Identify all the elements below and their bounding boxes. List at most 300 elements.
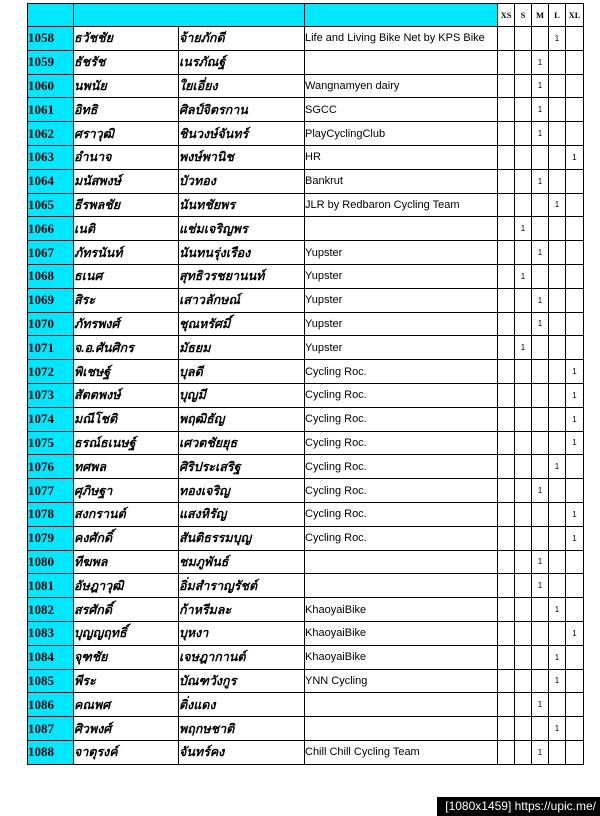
rider-number: 1084 — [28, 645, 74, 669]
table-row — [28, 550, 584, 574]
rider-first-name: สงกรานต์ — [74, 502, 179, 526]
header-blank-last — [179, 4, 305, 27]
size-count-l — [549, 621, 566, 645]
size-count-xs — [498, 645, 515, 669]
size-count-l: 1 — [549, 717, 566, 741]
rider-number: 1081 — [28, 574, 74, 598]
rider-last-name: ชินวงษ์จันทร์ — [179, 122, 305, 146]
size-count-xl — [566, 336, 584, 360]
rider-number: 1071 — [28, 336, 74, 360]
rider-team — [305, 693, 498, 717]
rider-number: 1070 — [28, 312, 74, 336]
size-count-l — [549, 407, 566, 431]
rider-team — [305, 550, 498, 574]
rider-number: 1078 — [28, 502, 74, 526]
rider-team: Yupster — [305, 336, 498, 360]
size-count-xs — [498, 169, 515, 193]
table-row — [28, 455, 584, 479]
rider-last-name: ทองเจริญ — [179, 479, 305, 503]
rider-team: Chill Chill Cycling Team — [305, 740, 498, 764]
table-row — [28, 241, 584, 265]
size-count-xl — [566, 122, 584, 146]
size-count-xs — [498, 50, 515, 74]
rider-team: KhaoyaiBike — [305, 645, 498, 669]
rider-number: 1077 — [28, 479, 74, 503]
size-count-l — [549, 740, 566, 764]
table-row — [28, 122, 584, 146]
size-count-m: 1 — [532, 169, 549, 193]
rider-team: Bankrut — [305, 169, 498, 193]
size-count-l — [549, 693, 566, 717]
rider-team: Cycling Roc. — [305, 383, 498, 407]
size-count-l — [549, 241, 566, 265]
size-count-m: 1 — [532, 241, 549, 265]
size-count-xl — [566, 217, 584, 241]
size-count-xl — [566, 455, 584, 479]
table-row — [28, 621, 584, 645]
size-count-xs — [498, 383, 515, 407]
header-size-xs: XS — [498, 4, 515, 27]
table-row — [28, 574, 584, 598]
size-count-s — [515, 193, 532, 217]
size-count-xl — [566, 669, 584, 693]
size-count-xs — [498, 740, 515, 764]
size-count-xl: 1 — [566, 526, 584, 550]
rider-team: Yupster — [305, 241, 498, 265]
rider-number: 1058 — [28, 27, 74, 51]
rider-last-name: บัณฑวังกูร — [179, 669, 305, 693]
size-count-xs — [498, 669, 515, 693]
size-count-l: 1 — [549, 669, 566, 693]
header-size-xl: XL — [566, 4, 584, 27]
size-count-xl — [566, 288, 584, 312]
rider-last-name: เจษฎากานต์ — [179, 645, 305, 669]
size-count-m: 1 — [532, 574, 549, 598]
rider-last-name: เศวตชัยยุธ — [179, 431, 305, 455]
rider-last-name: แสงหิรัญ — [179, 502, 305, 526]
rider-first-name: ทศพล — [74, 455, 179, 479]
size-count-xs — [498, 574, 515, 598]
size-count-xs — [498, 264, 515, 288]
size-count-l — [549, 98, 566, 122]
size-count-xs — [498, 122, 515, 146]
rider-team: Cycling Roc. — [305, 526, 498, 550]
table-row — [28, 717, 584, 741]
rider-team: SGCC — [305, 98, 498, 122]
rider-number: 1088 — [28, 740, 74, 764]
table-row — [28, 669, 584, 693]
size-count-m — [532, 645, 549, 669]
rider-last-name: พฤฒิธัญ — [179, 407, 305, 431]
size-count-xs — [498, 502, 515, 526]
size-count-xl — [566, 740, 584, 764]
size-count-xl — [566, 74, 584, 98]
size-count-xs — [498, 145, 515, 169]
rider-first-name: ธเนศ — [74, 264, 179, 288]
size-count-s: 1 — [515, 217, 532, 241]
size-count-l: 1 — [549, 27, 566, 51]
rider-last-name: ศิลป์จิตรกาน — [179, 98, 305, 122]
size-count-xl — [566, 264, 584, 288]
size-count-xl — [566, 574, 584, 598]
rider-first-name: ธัชรัช — [74, 50, 179, 74]
rider-number: 1067 — [28, 241, 74, 265]
size-count-l — [549, 312, 566, 336]
size-count-xl: 1 — [566, 145, 584, 169]
rider-team: JLR by Redbaron Cycling Team — [305, 193, 498, 217]
size-count-m — [532, 264, 549, 288]
rider-first-name: ทีฆพล — [74, 550, 179, 574]
table-row — [28, 74, 584, 98]
table-row — [28, 431, 584, 455]
rider-last-name: ก้าหรีมละ — [179, 598, 305, 622]
size-count-s — [515, 50, 532, 74]
rider-last-name: พงษ์พานิช — [179, 145, 305, 169]
size-count-l — [549, 288, 566, 312]
size-count-m: 1 — [532, 550, 549, 574]
rider-number: 1064 — [28, 169, 74, 193]
table-row — [28, 50, 584, 74]
rider-team: Wangnamyen dairy — [305, 74, 498, 98]
size-count-xl — [566, 98, 584, 122]
size-count-xs — [498, 598, 515, 622]
size-count-s: 1 — [515, 336, 532, 360]
size-count-xs — [498, 693, 515, 717]
size-count-xl — [566, 241, 584, 265]
size-count-m — [532, 336, 549, 360]
table-row — [28, 526, 584, 550]
size-count-l — [549, 526, 566, 550]
rider-first-name: อิทธิ — [74, 98, 179, 122]
size-count-l — [549, 574, 566, 598]
table-row — [28, 98, 584, 122]
rider-last-name: สุทธิวรชยานนท์ — [179, 264, 305, 288]
rider-number: 1069 — [28, 288, 74, 312]
size-count-s — [515, 455, 532, 479]
size-count-xl — [566, 50, 584, 74]
header-size-s: S — [515, 4, 532, 27]
size-count-xs — [498, 360, 515, 384]
size-count-s — [515, 360, 532, 384]
size-count-l — [549, 479, 566, 503]
size-count-s — [515, 98, 532, 122]
rider-last-name: มัธยม — [179, 336, 305, 360]
rider-number: 1063 — [28, 145, 74, 169]
size-count-s — [515, 383, 532, 407]
rider-team: HR — [305, 145, 498, 169]
table-row — [28, 502, 584, 526]
size-count-s — [515, 169, 532, 193]
size-count-s — [515, 598, 532, 622]
table-row — [28, 693, 584, 717]
size-count-xs — [498, 455, 515, 479]
size-count-xs — [498, 336, 515, 360]
table-row — [28, 264, 584, 288]
table-row — [28, 479, 584, 503]
size-count-xs — [498, 717, 515, 741]
rider-last-name: บุญมี — [179, 383, 305, 407]
size-count-l — [549, 550, 566, 574]
rider-number: 1065 — [28, 193, 74, 217]
size-count-l — [549, 502, 566, 526]
rider-team — [305, 50, 498, 74]
table-row — [28, 407, 584, 431]
rider-number: 1082 — [28, 598, 74, 622]
rider-first-name: นพนัย — [74, 74, 179, 98]
size-count-xs — [498, 312, 515, 336]
size-count-s — [515, 645, 532, 669]
size-count-s — [515, 621, 532, 645]
table-row — [28, 145, 584, 169]
image-host-watermark: [1080x1459] https://upic.me/ — [437, 797, 600, 816]
size-count-s — [515, 288, 532, 312]
rider-last-name: บุลดี — [179, 360, 305, 384]
size-count-m — [532, 217, 549, 241]
rider-team: Life and Living Bike Net by KPS Bike — [305, 27, 498, 51]
size-count-s: 1 — [515, 264, 532, 288]
table-row — [28, 217, 584, 241]
size-count-xl — [566, 693, 584, 717]
rider-last-name: ชุณหรัศมิ์ — [179, 312, 305, 336]
rider-number: 1076 — [28, 455, 74, 479]
table-row — [28, 288, 584, 312]
size-count-s — [515, 145, 532, 169]
size-count-m — [532, 145, 549, 169]
rider-last-name: บัวทอง — [179, 169, 305, 193]
header-size-l: L — [549, 4, 566, 27]
rider-first-name: คณพศ — [74, 693, 179, 717]
rider-first-name: ธวัชชัย — [74, 27, 179, 51]
size-count-xs — [498, 550, 515, 574]
rider-first-name: สัตตพงษ์ — [74, 383, 179, 407]
size-count-s — [515, 574, 532, 598]
rider-first-name: พีระ — [74, 669, 179, 693]
size-count-s — [515, 479, 532, 503]
size-count-m: 1 — [532, 122, 549, 146]
rider-team — [305, 217, 498, 241]
rider-last-name: บุหงา — [179, 621, 305, 645]
size-count-s — [515, 502, 532, 526]
rider-last-name: ติ่งแดง — [179, 693, 305, 717]
size-count-m: 1 — [532, 740, 549, 764]
rider-first-name: มนัสพงษ์ — [74, 169, 179, 193]
rider-first-name: อัษฎาวุฒิ — [74, 574, 179, 598]
rider-team: KhaoyaiBike — [305, 621, 498, 645]
table-row — [28, 740, 584, 764]
size-count-l — [549, 383, 566, 407]
size-count-xl: 1 — [566, 621, 584, 645]
table-header-row — [28, 4, 584, 27]
size-count-l: 1 — [549, 645, 566, 669]
size-count-s — [515, 241, 532, 265]
table-body — [28, 27, 584, 765]
size-count-xs — [498, 621, 515, 645]
header-size-m: M — [532, 4, 549, 27]
size-count-s — [515, 431, 532, 455]
rider-first-name: เนติ — [74, 217, 179, 241]
size-count-m: 1 — [532, 50, 549, 74]
size-count-xs — [498, 431, 515, 455]
rider-first-name: สรศักดิ์ — [74, 598, 179, 622]
size-count-m: 1 — [532, 98, 549, 122]
size-count-s — [515, 27, 532, 51]
size-count-xl — [566, 193, 584, 217]
size-count-xl: 1 — [566, 431, 584, 455]
rider-first-name: ภัทรพงศ์ — [74, 312, 179, 336]
table-row — [28, 27, 584, 51]
rider-team: Yupster — [305, 264, 498, 288]
rider-last-name: นันทนรุ่งเรือง — [179, 241, 305, 265]
size-count-l — [549, 74, 566, 98]
rider-first-name: จุฑชัย — [74, 645, 179, 669]
size-count-xl — [566, 27, 584, 51]
size-count-s — [515, 550, 532, 574]
table-row — [28, 193, 584, 217]
size-count-xl: 1 — [566, 502, 584, 526]
size-count-l — [549, 217, 566, 241]
rider-number: 1068 — [28, 264, 74, 288]
size-count-l — [549, 431, 566, 455]
rider-last-name: ใยเอี่ยง — [179, 74, 305, 98]
table-row — [28, 169, 584, 193]
size-count-m — [532, 360, 549, 384]
rider-first-name: พิเชษฐ์ — [74, 360, 179, 384]
size-count-m — [532, 407, 549, 431]
size-count-s — [515, 122, 532, 146]
size-count-m — [532, 193, 549, 217]
rider-team: Cycling Roc. — [305, 479, 498, 503]
rider-first-name: คงศักดิ์ — [74, 526, 179, 550]
rider-number: 1066 — [28, 217, 74, 241]
rider-first-name: จ.อ.ศันศิกร — [74, 336, 179, 360]
size-count-s — [515, 407, 532, 431]
size-count-s — [515, 74, 532, 98]
size-count-l — [549, 145, 566, 169]
size-count-xl: 1 — [566, 407, 584, 431]
rider-team — [305, 717, 498, 741]
rider-first-name: อำนาจ — [74, 145, 179, 169]
size-count-m — [532, 669, 549, 693]
header-blank-first — [74, 4, 179, 27]
size-count-xl — [566, 717, 584, 741]
rider-team: Yupster — [305, 312, 498, 336]
table-row — [28, 360, 584, 384]
rider-first-name: ภัทรนันท์ — [74, 241, 179, 265]
rider-last-name: เสาวลักษณ์ — [179, 288, 305, 312]
size-count-xl — [566, 169, 584, 193]
rider-first-name: ศิวพงศ์ — [74, 717, 179, 741]
size-count-m: 1 — [532, 693, 549, 717]
size-count-xl — [566, 479, 584, 503]
size-count-xs — [498, 98, 515, 122]
table-row — [28, 383, 584, 407]
size-count-m: 1 — [532, 74, 549, 98]
size-count-m: 1 — [532, 479, 549, 503]
size-count-m — [532, 27, 549, 51]
size-count-xs — [498, 288, 515, 312]
size-count-l — [549, 336, 566, 360]
rider-first-name: ธีรพลชัย — [74, 193, 179, 217]
rider-team: Cycling Roc. — [305, 455, 498, 479]
size-count-xs — [498, 241, 515, 265]
size-count-xl — [566, 312, 584, 336]
header-blank-number — [28, 4, 74, 27]
size-count-xs — [498, 74, 515, 98]
size-count-l — [549, 50, 566, 74]
table-row — [28, 336, 584, 360]
size-count-xl: 1 — [566, 383, 584, 407]
size-count-s — [515, 669, 532, 693]
rider-number: 1079 — [28, 526, 74, 550]
size-count-l: 1 — [549, 193, 566, 217]
size-count-l — [549, 169, 566, 193]
rider-number: 1085 — [28, 669, 74, 693]
rider-number: 1072 — [28, 360, 74, 384]
rider-first-name: มณีโชติ — [74, 407, 179, 431]
rider-first-name: บุญญฤทธิ์ — [74, 621, 179, 645]
size-count-m: 1 — [532, 288, 549, 312]
rider-last-name: สันติธรรมบุญ — [179, 526, 305, 550]
size-count-xs — [498, 193, 515, 217]
rider-last-name: เนรภัณฐ์ — [179, 50, 305, 74]
rider-first-name: ธรณ์ธเนษฐ์ — [74, 431, 179, 455]
size-count-m — [532, 431, 549, 455]
rider-team: Cycling Roc. — [305, 431, 498, 455]
size-count-xs — [498, 479, 515, 503]
size-count-l — [549, 264, 566, 288]
rider-team: YNN Cycling — [305, 669, 498, 693]
rider-team: Cycling Roc. — [305, 502, 498, 526]
size-count-m — [532, 717, 549, 741]
rider-number: 1060 — [28, 74, 74, 98]
rider-last-name: แช่มเจริญพร — [179, 217, 305, 241]
size-count-xs — [498, 27, 515, 51]
size-count-m: 1 — [532, 312, 549, 336]
rider-number: 1086 — [28, 693, 74, 717]
size-count-xl — [566, 598, 584, 622]
rider-last-name: อิ่มสำราญรัชต์ — [179, 574, 305, 598]
size-count-xs — [498, 217, 515, 241]
size-count-s — [515, 312, 532, 336]
size-count-xs — [498, 407, 515, 431]
rider-team — [305, 574, 498, 598]
rider-first-name: ศราวุฒิ — [74, 122, 179, 146]
rider-first-name: สิระ — [74, 288, 179, 312]
rider-number: 1074 — [28, 407, 74, 431]
size-count-m — [532, 502, 549, 526]
rider-number: 1059 — [28, 50, 74, 74]
size-count-l — [549, 360, 566, 384]
rider-last-name: ศิริประเสริฐ — [179, 455, 305, 479]
rider-number: 1083 — [28, 621, 74, 645]
rider-team: PlayCyclingClub — [305, 122, 498, 146]
size-count-l: 1 — [549, 598, 566, 622]
rider-number: 1062 — [28, 122, 74, 146]
rider-number: 1087 — [28, 717, 74, 741]
size-count-s — [515, 717, 532, 741]
size-count-m — [532, 526, 549, 550]
rider-first-name: จาตุรงค์ — [74, 740, 179, 764]
rider-number: 1073 — [28, 383, 74, 407]
size-count-m — [532, 383, 549, 407]
size-count-m — [532, 455, 549, 479]
rider-team: Yupster — [305, 288, 498, 312]
table-row — [28, 645, 584, 669]
rider-last-name: พฤกษชาติ — [179, 717, 305, 741]
size-count-m — [532, 621, 549, 645]
size-count-l: 1 — [549, 455, 566, 479]
rider-first-name: ศุภิษฐา — [74, 479, 179, 503]
